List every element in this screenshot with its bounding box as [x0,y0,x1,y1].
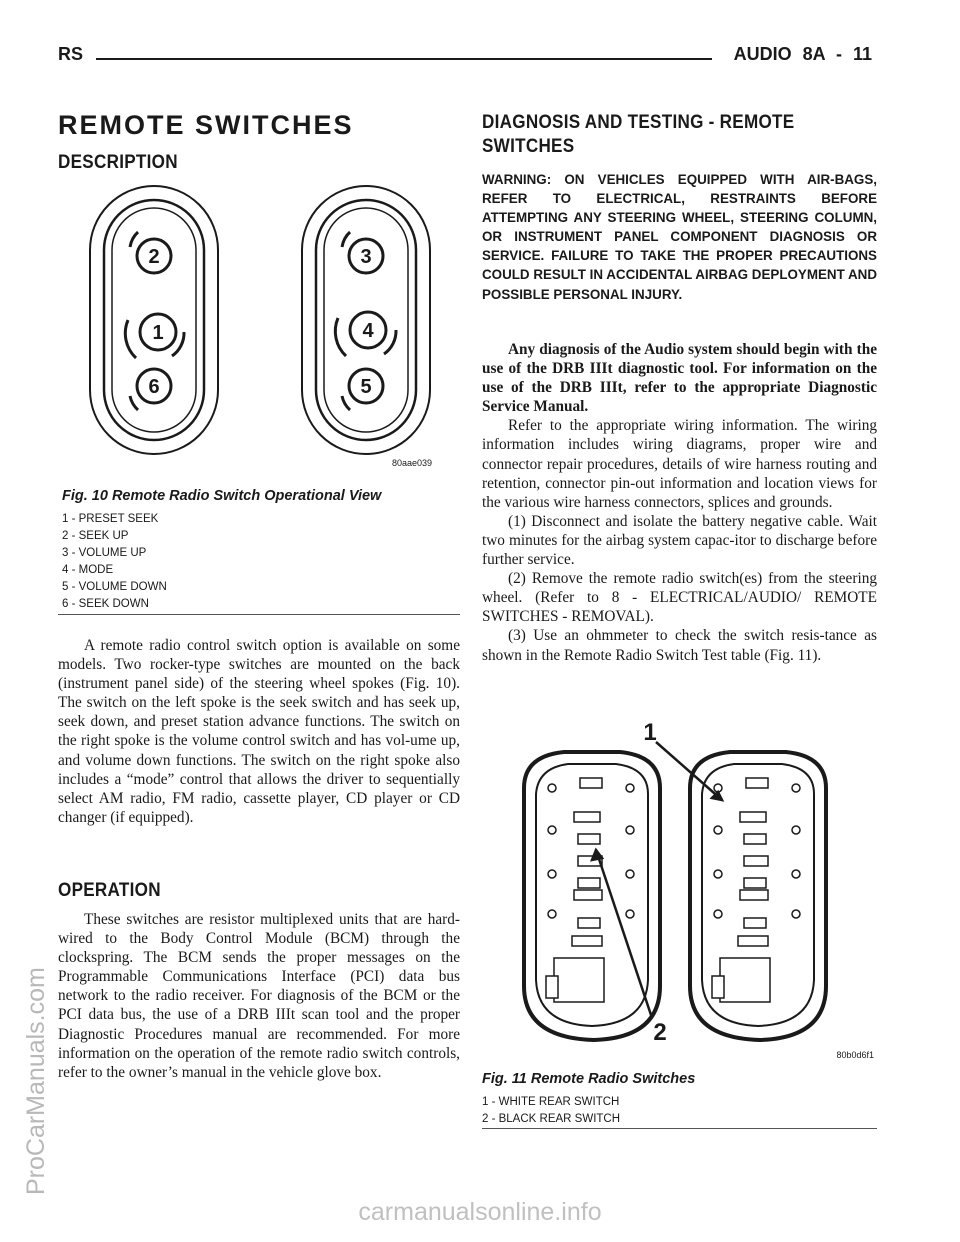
fig11-callout-1: 1 [643,719,657,746]
fig10-callout-1: 1 [152,322,164,344]
fig10-callout-3: 3 [360,246,372,268]
step-2: (2) Remove the remote radio switch(es) from the steering wheel. (Refer to 8 - ELECTRICAL/AUDIO/ REMOTE SWITCHES - REMOVAL). [482,570,877,626]
fig11-code: 80b0d6f1 [836,1050,874,1060]
fig10-code: 80aae039 [391,458,432,468]
fig10-legend [62,511,167,613]
diagnosis-body [482,340,877,665]
fig10-callout-2: 2 [148,246,160,268]
description-heading: DESCRIPTION [58,152,178,173]
wiring-paragraph: Refer to the appropriate wiring information. The wiring information includes wiring diagrams, proper wire and connector repair procedures, details of wire harness routing and retention, connector pin-out information and location views for the various wire harness connectors, splices and grounds. [482,417,877,511]
side-watermark [14,500,54,1200]
fig11-caption: Fig. 11 Remote Radio Switches [482,1071,696,1087]
operation-heading: OPERATION [58,880,161,901]
fig10-legend-item: 5 - VOLUME DOWN [62,581,167,593]
warning-paragraph: WARNING: ON VEHICLES EQUIPPED WITH AIR-BAGS, REFER TO ELECTRICAL, RESTRAINTS BEFORE ATTEMPTING ANY STEERING WHEEL, STEERING COLUMN, OR INSTRUMENT PANEL COMPONENT DIAGNOSIS OR SERVICE. FAILURE TO TAKE THE PROPER PRECAUTIONS COULD RESULT IN ACCIDENTAL AIRBAG DEPLOYMENT AND POSSIBLE PERSONAL INJURY. [482,172,878,302]
fig10-callout-5: 5 [360,376,372,398]
fig11-rule [482,1128,877,1129]
drb-paragraph: Any diagnosis of the Audio system should begin with the use of the DRB IIIt diagnostic tool. For information on the use of the DRB IIIt, refer to the appropriate Diagnostic Service Manual. [482,341,877,416]
step-3: (3) Use an ohmmeter to check the switch resis-tance as shown in the Remote Radio Switch Test table (Fig. 11). [482,627,877,664]
fig11-legend-item: 2 - BLACK REAR SWITCH [482,1113,621,1125]
fig10-legend-item: 2 - SEEK UP [62,530,129,542]
side-watermark-text: ProCarManuals.com [22,967,50,1195]
step-1: (1) Disconnect and isolate the battery negative cable. Wait two minutes for the airbag system capac-itor to discharge before further service. [482,512,877,569]
fig11-illustration [484,718,878,1070]
description-paragraph [58,636,460,827]
description-text: A remote radio control switch option is available on some models. Two rocker-type switches are mounted on the back (instrument panel side) of the steering wheel spokes (Fig. 10). The switch on the left spoke is the seek switch and has seek up, seek down, and preset station advance functions. The switch on the right spoke is the volume control switch and has vol-ume up, and volume down functions. The switch on the right spoke also includes a “mode” control that allows the driver to sequentially select AM radio, FM radio, cassette player, CD player or CD changer (if equipped). [58,637,460,826]
header-rule [96,58,712,60]
page-title: REMOTE SWITCHES [58,110,354,140]
fig10-legend-item: 3 - VOLUME UP [62,547,147,559]
operation-paragraph [58,910,460,1082]
fig10-legend-item: 1 - PRESET SEEK [62,513,159,525]
fig11-legend-item: 1 - WHITE REAR SWITCH [482,1096,620,1108]
footer-watermark: carmanualsonline.info [358,1198,602,1226]
fig10-callout-4: 4 [362,320,374,342]
fig10-caption: Fig. 10 Remote Radio Switch Operational View [62,488,382,504]
fig10-rule [58,614,460,615]
fig10-illustration [80,182,450,472]
fig10-callout-6: 6 [148,376,160,398]
fig10-legend-item: 6 - SEEK DOWN [62,598,149,610]
fig10-legend-item: 4 - MODE [62,564,114,576]
operation-text: These switches are resistor multiplexed units that are hard-wired to the Body Control Module (BCM) through the clockspring. The BCM sends the proper messages on the Programmable Communications Interface (PCI) data bus network to the radio receiver. For diagnosis of the BCM or the PCI data bus, the use of a DRB IIIt scan tool and the proper Diagnostic Procedures manual are recommended. For more information on the operation of the remote radio switch controls, refer to the owner’s manual in the vehicle glove box. [58,911,460,1081]
diagnosis-heading-line1: DIAGNOSIS AND TESTING - REMOTE [482,112,795,133]
header-page-ref: AUDIO 8A - 11 [733,44,872,64]
fig11-callout-2: 2 [653,1019,667,1046]
fig11-legend [482,1094,620,1128]
diagnosis-heading-line2: SWITCHES [482,136,575,157]
header-section-code: RS [58,44,84,64]
